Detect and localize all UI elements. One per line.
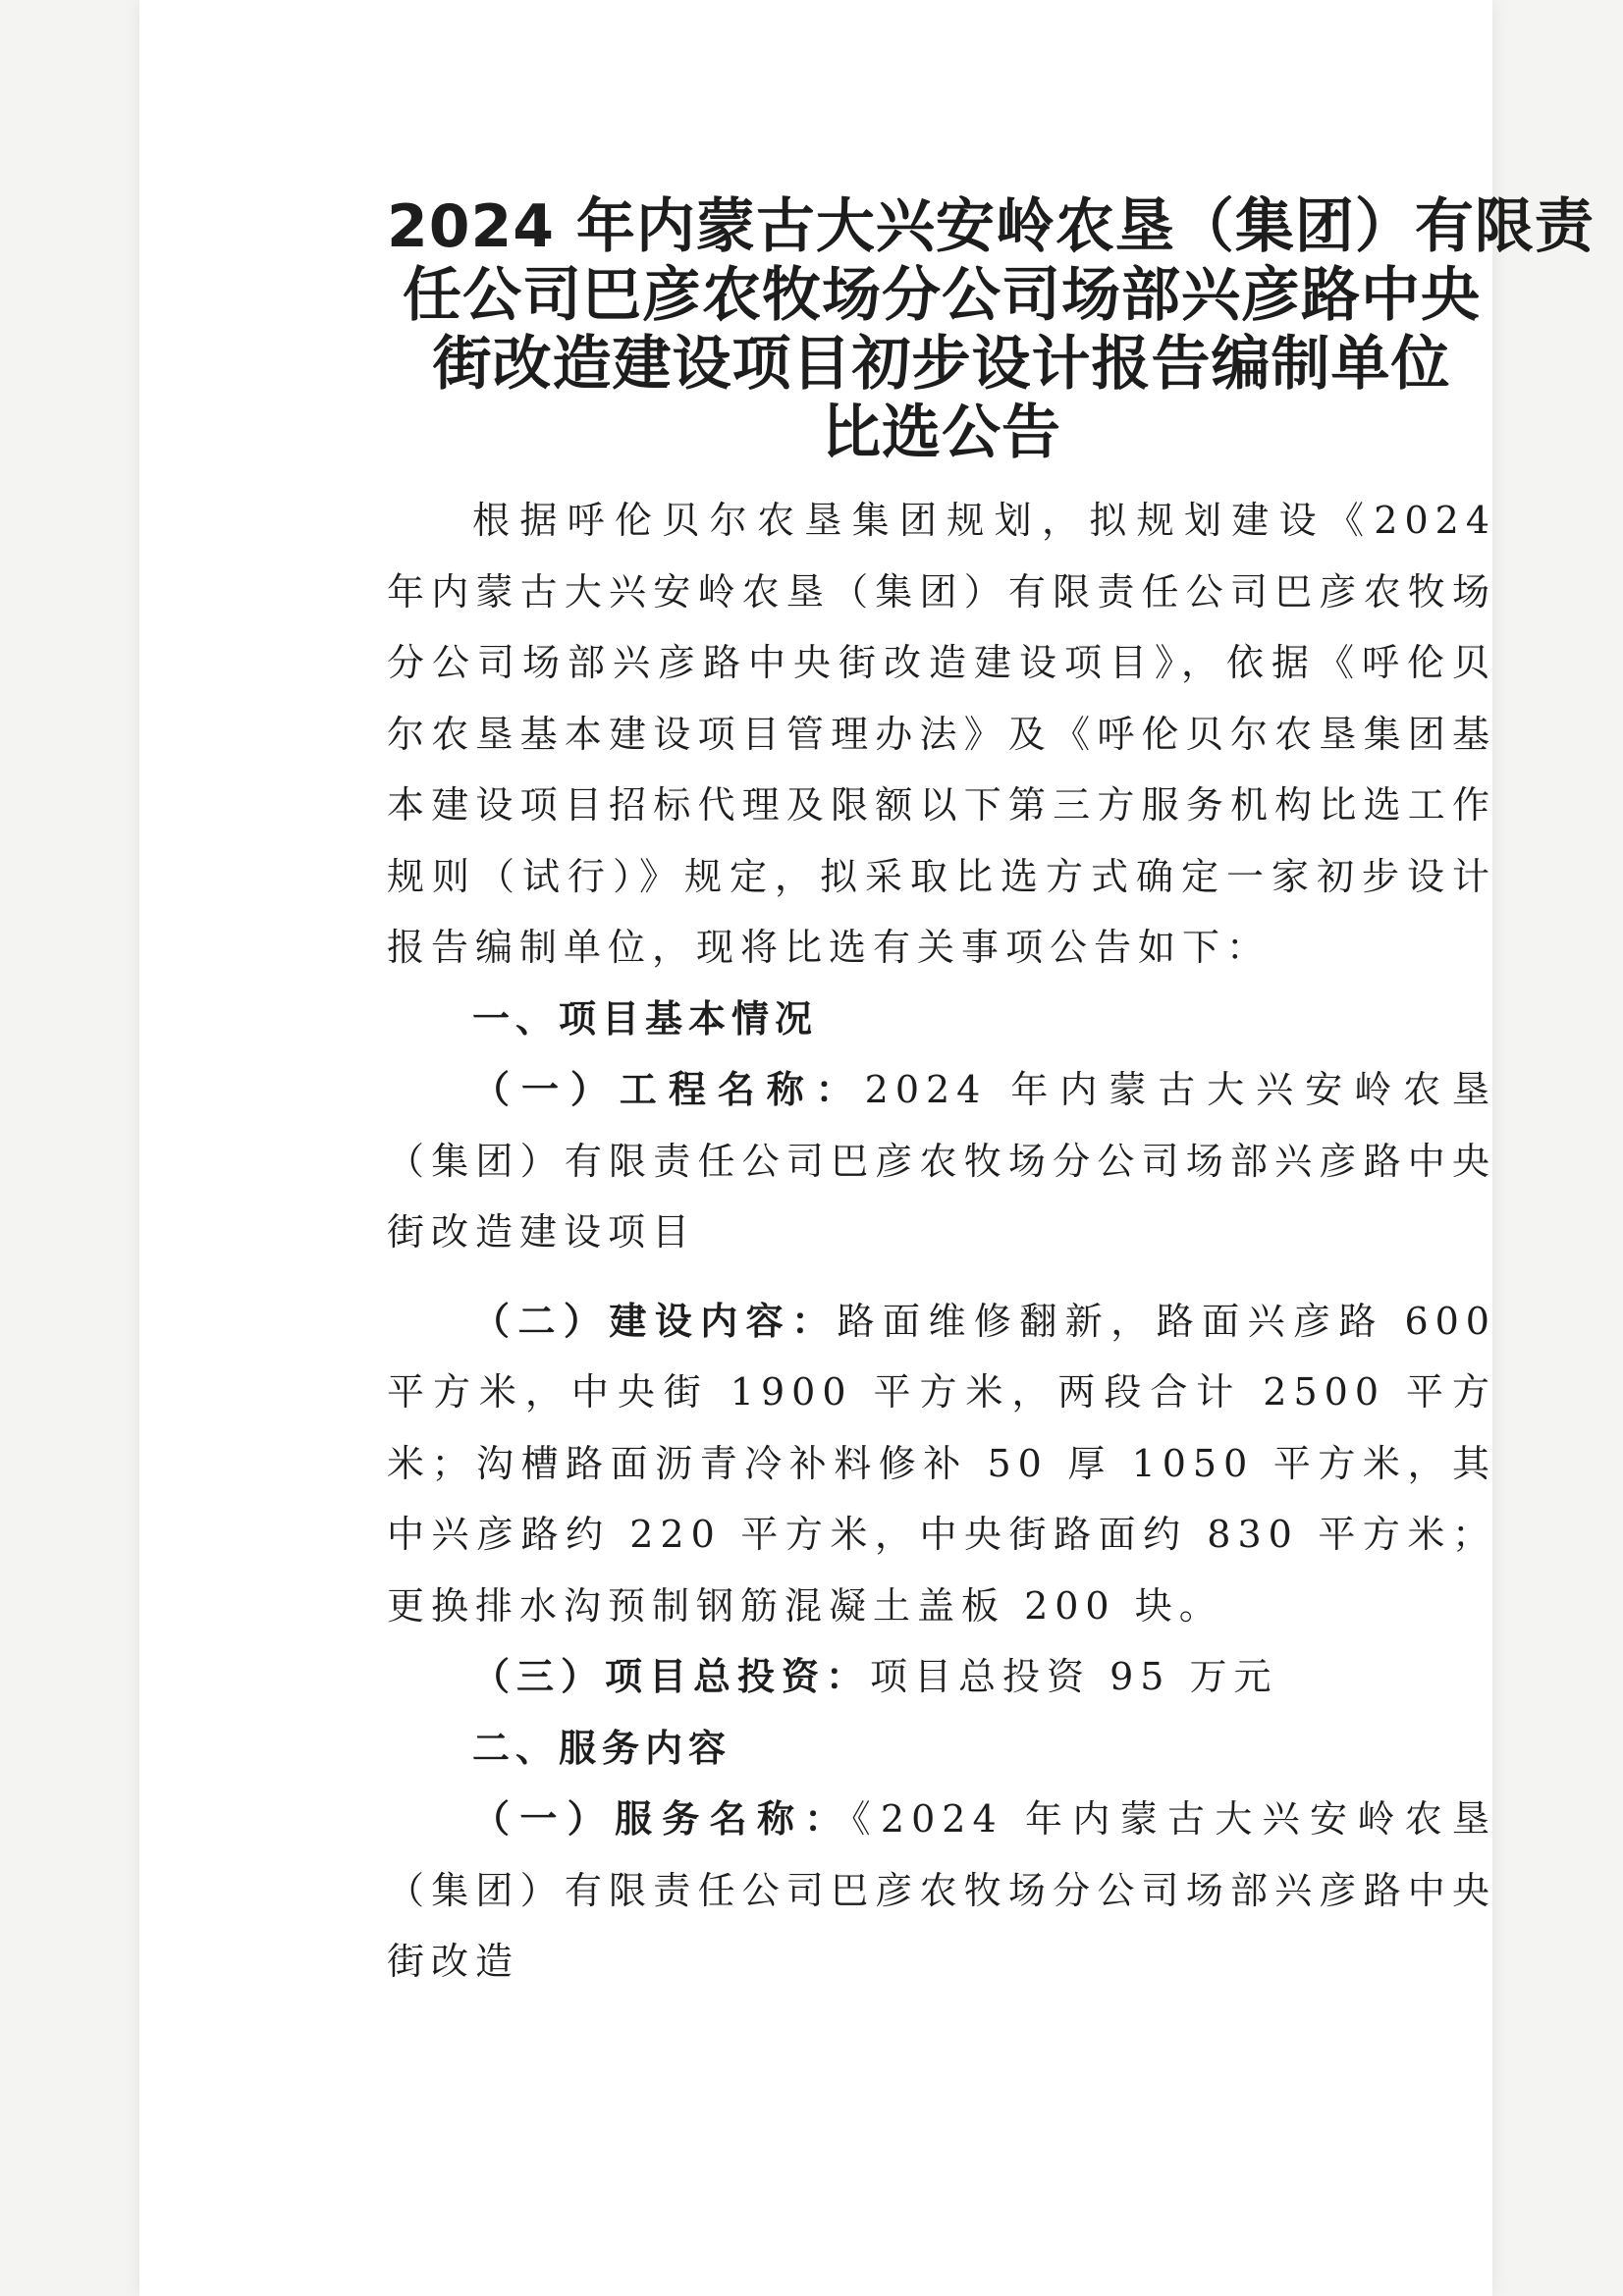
- intro-paragraph: 根据呼伦贝尔农垦集团规划，拟规划建设《2024 年内蒙古大兴安岭农垦（集团）有限责任公司巴彦农牧场分公司场部兴彦路中央街改造建设项目》，依据《呼伦贝尔农垦基本建设项目管理办法》及《呼伦贝尔农垦集团基本建设项目招标代理及限额以下第三方服务机构比选工作规则（试行）》规定，拟采取比选方式确定一家初步设计报告编制单位，现将比选有关事项公告如下：: [387, 499, 1496, 969]
- document-title: [387, 192, 1595, 467]
- service-name-label: （一）服务名称：: [472, 1797, 852, 1841]
- project-name-label: （一）工程名称：: [472, 1068, 865, 1111]
- document-page: [139, 0, 1595, 2296]
- investment-label: （三）项目总投资：: [472, 1655, 871, 1698]
- construction-content-text: 路面维修翻新，路面兴彦路 600 平方米，中央街 1900 平方米，两段合计 2500 平方米；沟槽路面沥青冷补料修补 50 厚 1050 平方米，其中兴彦路约 220 平方米，中央街路面约 830 平方米；更换排水沟预制钢筋混凝土盖板 200 块。: [387, 1299, 1496, 1628]
- investment-paragraph: [387, 1641, 1496, 1713]
- title-line-3: 街改造建设项目初步设计报告编制单位: [432, 330, 1451, 399]
- construction-content-paragraph: [387, 1286, 1496, 1642]
- section-2-heading: 二、服务内容: [472, 1726, 732, 1770]
- spacer: [387, 1268, 1496, 1286]
- project-name-paragraph: [387, 1054, 1496, 1268]
- service-name-text: 《2024 年内蒙古大兴安岭农垦（集团）有限责任公司巴彦农牧场分公司场部兴彦路中央街改造: [387, 1797, 1496, 1983]
- title-line-4: 比选公告: [822, 399, 1061, 467]
- project-name-text: 2024 年内蒙古大兴安岭农垦（集团）有限责任公司巴彦农牧场分公司场部兴彦路中央街改造建设项目: [387, 1068, 1496, 1254]
- service-name-paragraph: [387, 1784, 1496, 1998]
- section-1-heading: 一、项目基本情况: [472, 996, 819, 1041]
- title-line-2: 任公司巴彦农牧场分公司场部兴彦路中央: [403, 261, 1481, 330]
- construction-content-label: （二）建设内容：: [472, 1299, 838, 1343]
- investment-text: 项目总投资 95 万元: [870, 1655, 1278, 1698]
- title-line-1: 2024 年内蒙古大兴安岭农垦（集团）有限责: [387, 192, 1595, 261]
- document-content: [387, 192, 1595, 1998]
